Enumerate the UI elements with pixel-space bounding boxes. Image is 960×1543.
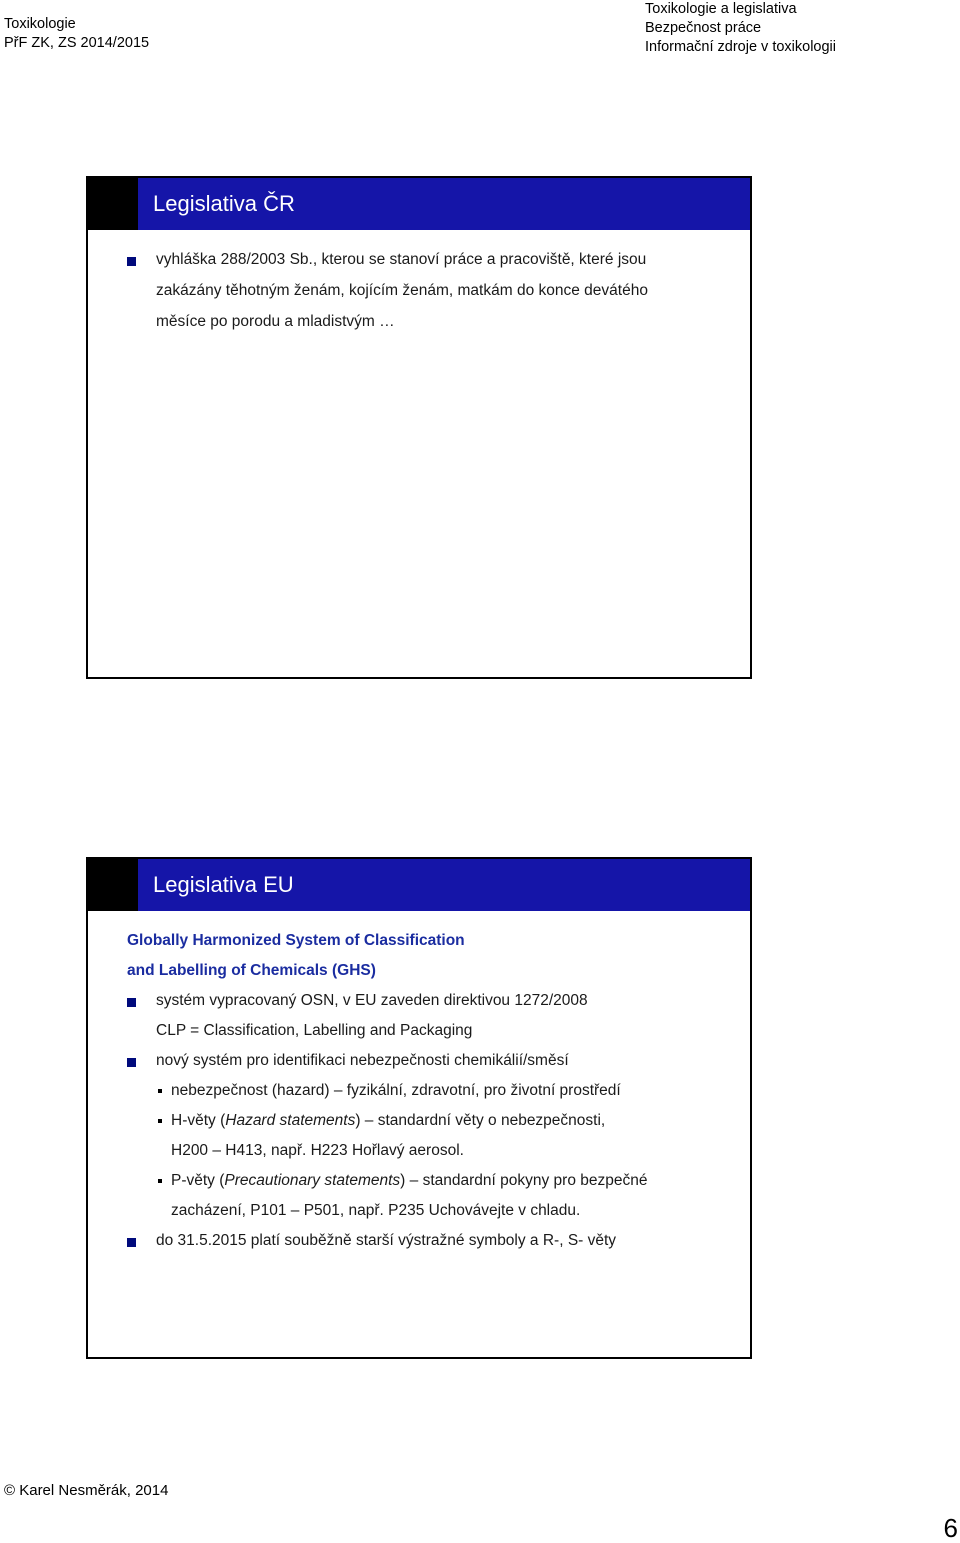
title-stub <box>88 859 138 911</box>
text-part-italic: Hazard statements <box>225 1112 356 1129</box>
square-bullet-icon <box>127 1238 136 1247</box>
text-line: vyhláška 288/2003 Sb., kterou se stanoví práce a pracoviště, které jsou <box>156 251 647 268</box>
text-part: ) – standardní věty o nebezpečnosti, <box>355 1112 606 1129</box>
topic-2: Bezpečnost práce <box>645 20 762 36</box>
text-line: systém vypracovaný OSN, v EU zaveden direktivou 1272/2008 <box>156 992 588 1009</box>
square-bullet-icon <box>127 257 136 266</box>
text-line: H200 – H413, např. H223 Hořlavý aerosol. <box>171 1142 464 1159</box>
ghs-heading: and Labelling of Chemicals (GHS) <box>127 962 376 979</box>
copyright: © Karel Nesměrák, 2014 <box>4 1482 169 1499</box>
text-line: zacházení, P101 – P501, např. P235 Uchovávejte v chladu. <box>171 1202 581 1219</box>
text-line: CLP = Classification, Labelling and Packaging <box>156 1022 473 1039</box>
text-part-italic: Precautionary statements <box>224 1172 401 1189</box>
title-bar <box>138 178 750 230</box>
dot-bullet-icon <box>158 1179 162 1183</box>
square-bullet-icon <box>127 998 136 1007</box>
text-line: do 31.5.2015 platí souběžně starší výstražné symboly a R-, S- věty <box>156 1232 617 1249</box>
text-part: H-věty ( <box>171 1112 226 1129</box>
header-right <box>645 0 836 57</box>
ghs-heading: Globally Harmonized System of Classification <box>127 932 465 949</box>
text-line <box>171 1171 647 1191</box>
text-line: nový systém pro identifikaci nebezpečnosti chemikálií/směsí <box>156 1052 569 1069</box>
text-line <box>171 1111 605 1131</box>
text-line: zakázány těhotným ženám, kojícím ženám, matkám do konce devátého <box>156 282 648 299</box>
dot-bullet-icon <box>158 1119 162 1123</box>
text-line: měsíce po porodu a mladistvým … <box>156 313 395 330</box>
course-name: Toxikologie <box>4 16 76 32</box>
text-part: P-věty ( <box>171 1172 225 1189</box>
topic-3: Informační zdroje v toxikologii <box>645 39 836 55</box>
header-left <box>4 15 149 53</box>
slide-title: Legislativa EU <box>153 872 294 897</box>
dot-bullet-icon <box>158 1089 162 1093</box>
text-line: nebezpečnost (hazard) – fyzikální, zdravotní, pro životní prostředí <box>171 1082 621 1099</box>
page-number: 6 <box>943 1513 958 1543</box>
slide-legislativa-cr <box>86 176 752 679</box>
title-stub <box>88 178 138 230</box>
title-bar <box>138 859 750 911</box>
slide-legislativa-eu <box>86 857 752 1359</box>
square-bullet-icon <box>127 1058 136 1067</box>
topic-1: Toxikologie a legislativa <box>645 1 797 17</box>
slide-title: Legislativa ČR <box>153 191 295 216</box>
course-term: PřF ZK, ZS 2014/2015 <box>4 35 150 51</box>
text-part: ) – standardní pokyny pro bezpečné <box>400 1172 648 1189</box>
